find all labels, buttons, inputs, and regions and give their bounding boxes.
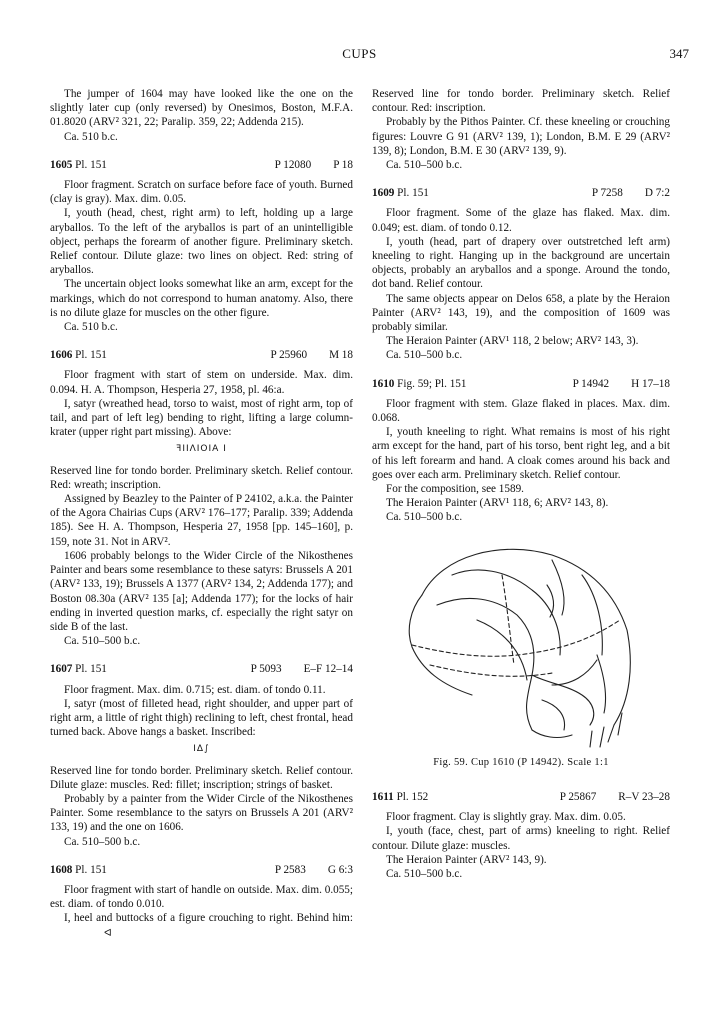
entry-number: 1607 xyxy=(50,663,73,676)
figure-outline xyxy=(582,575,606,713)
inventory-number: P 5093 xyxy=(250,663,282,676)
inventory-number: P 25960 xyxy=(270,349,308,362)
entry-text: Probably by a painter from the Wider Circle of the Nikosthenes Painter. Some resemblance to the satyrs on Brussels A 201 (ARV² 133, 19) and the one on 1606. xyxy=(50,792,353,834)
figure-outline xyxy=(477,620,527,680)
deposit-location: D 7:2 xyxy=(644,187,670,200)
intro-paragraph: The jumper of 1604 may have looked like the one on the slightly later cup (only reversed) by Onesimos, Boston, M.F.A. 01.8020 (ARV² 321, 22; Paralip. 359, 22; Addenda 215). xyxy=(50,88,353,129)
inscription: ΙΔ∫ xyxy=(193,744,210,755)
right-column xyxy=(372,87,670,881)
entry-text: Assigned by Beazley to the Painter of P 24102, a.k.a. the Painter of the Agora Chairias Cups (ARV² 176–177; Paralip. 339; Addenda 185). See H. A. Thompson, Hesperia 27, 1958 [pp. 145–160], p. 159, note 31. Not in ARV². xyxy=(50,493,353,548)
inventory-number: P 7258 xyxy=(591,187,623,200)
deposit-location: P 18 xyxy=(333,158,353,171)
figure-outline xyxy=(452,570,560,655)
entry-heading-1610 xyxy=(372,377,670,391)
entry-text: Reserved line for tondo border. Preliminary sketch. Relief contour. Red: wreath; inscription. xyxy=(50,464,353,491)
plate-ref: Pl. 151 xyxy=(75,663,107,676)
entry-number: 1608 xyxy=(50,863,73,876)
entry-text: Reserved line for tondo border. Preliminary sketch. Relief contour. Dilute glaze: muscles. Red: fillet; inscription; strings of basket. xyxy=(50,764,353,791)
entry-text: Floor fragment with start of handle on outside. Max. dim. 0.055; est. diam. of tondo 0.010. xyxy=(50,883,353,911)
entry-number: 1610 xyxy=(372,377,395,390)
deposit-location: M 18 xyxy=(329,349,353,362)
entry-number: 1606 xyxy=(50,349,73,362)
date: Ca. 510 b.c. xyxy=(64,130,118,143)
entry-text: Probably by the Pithos Painter. Cf. these kneeling or crouching figures: Louvre G 91 (ARV² 139, 1); London, B.M. E 29 (ARV² 139, 8); London, B.M. E 30 (ARV² 139, 9). xyxy=(372,116,670,157)
deposit-location: H 17–18 xyxy=(631,377,670,390)
entry-number: 1605 xyxy=(50,158,73,171)
page-number: 347 xyxy=(669,46,689,61)
left-column xyxy=(50,87,353,941)
entry-text: Floor fragment. Max. dim. 0.715; est. diam. of tondo 0.11. xyxy=(64,683,326,696)
entry-text: The uncertain object looks somewhat like an arm, except for the markings, which do not correspond to human anatomy. Also, there is no dilute glaze for muscles on the other figure. xyxy=(50,278,353,319)
fragment-outline xyxy=(409,595,472,695)
entry-text: Reserved line for tondo border. Preliminary sketch. Relief contour. Red: inscription. xyxy=(372,88,670,115)
plate-ref: Pl. 151 xyxy=(75,863,107,876)
date: Ca. 510–500 b.c. xyxy=(64,635,141,648)
entry-heading-1609 xyxy=(372,186,670,200)
figure-caption: Fig. 59. Cup 1610 (P 14942). Scale 1:1 xyxy=(433,756,609,768)
entry-text: Floor fragment. Some of the glaze has flaked. Max. dim. 0.049; est. diam. of tondo 0.12. xyxy=(372,207,670,234)
date: Ca. 510–500 b.c. xyxy=(386,867,463,880)
entry-text: I, youth kneeling to right. What remains is most of his right arm except for the hand, part of his torso, bent right leg, and a bit of his left forearm and hand. A cloak comes around his back and goes over each arm. Preliminary sketch. Relief contour. xyxy=(372,426,670,481)
entry-heading-1606 xyxy=(50,348,353,362)
entry-text: I, satyr (most of filleted head, right shoulder, and upper part of right arm, a little of right thigh) reclining to left, chest frontal, head turned back. Above hangs a basket. Inscribed: xyxy=(50,697,353,739)
inscription: ꟻIIΛIOIA I xyxy=(176,444,227,455)
entry-heading-1608 xyxy=(50,863,353,877)
plate-ref: Pl. 152 xyxy=(396,790,429,803)
date: Ca. 510–500 b.c. xyxy=(64,835,141,848)
date: Ca. 510–500 b.c. xyxy=(386,159,463,172)
entry-text: I, youth (head, chest, right arm) to left, holding up a large aryballos. To the left of the aryballos is part of an unintelligible object, perhaps the forearm of another figure. Preliminary sketch. Relief contour. Dilute glaze: two lines on object. Red: string of aryballos. xyxy=(50,207,353,277)
figure-outline xyxy=(437,598,534,730)
inventory-number: P 25867 xyxy=(559,790,597,803)
plate-ref: Pl. 151 xyxy=(397,187,429,200)
inventory-number: P 2583 xyxy=(274,863,306,876)
entry-text: I, youth (head, part of drapery over outstretched left arm) kneeling to right. Hanging up in the background are uncertain objects, probably an aryballos and a sponge. Around the tondo, dot band. Relief contour. xyxy=(372,235,670,291)
entry-text: The Heraion Painter (ARV² 143, 9). xyxy=(386,853,547,866)
entry-text xyxy=(50,911,353,940)
entry-heading-1611 xyxy=(372,790,670,804)
fragment-outline xyxy=(422,549,630,725)
entry-text: I, youth (face, chest, part of arms) kneeling to right. Relief contour. Dilute glaze: muscles. xyxy=(372,825,670,852)
deposit-location: E–F 12–14 xyxy=(303,663,353,676)
sketch-line xyxy=(502,575,514,665)
entry-text: I, satyr (wreathed head, torso to waist, most of right arm, top of tail, and part of left leg) bending to right, lifting a large column-krater (upper right part missing). Above: xyxy=(50,397,353,439)
deposit-location: G 6:3 xyxy=(327,863,353,876)
entry-text: The Heraion Painter (ARV¹ 118, 2 below; ARV² 143, 3). xyxy=(386,335,639,348)
plate-ref: Fig. 59; Pl. 151 xyxy=(397,377,467,390)
figure-59-drawing xyxy=(382,535,652,750)
figure-outline xyxy=(532,730,572,737)
entry-text: Floor fragment. Clay is slightly gray. Max. dim. 0.05. xyxy=(386,811,626,824)
entry-text-run: I, heel and buttocks of a figure crouching to right. Behind him: xyxy=(64,912,353,925)
entry-text: The same objects appear on Delos 658, a plate by the Heraion Painter (ARV² 143, 19), and the composition of 1609 was probably similar. xyxy=(372,292,670,334)
deposit-location: R–V 23–28 xyxy=(618,790,670,803)
figure-outline xyxy=(590,713,622,747)
entry-heading-1605 xyxy=(50,158,353,172)
running-header-title: CUPS xyxy=(342,46,377,61)
entry-text: For the composition, see 1589. xyxy=(386,483,524,496)
figure-outline xyxy=(542,660,597,730)
entry-text: Floor fragment with start of stem on underside. Max. dim. 0.094. H. A. Thompson, Hesperia 27, 1958, pl. 46:a. xyxy=(50,369,353,396)
entry-number: 1611 xyxy=(372,790,394,803)
entry-text: 1606 probably belongs to the Wider Circle of the Nikosthenes Painter and bears some resemblance to these satyrs: Brussels A 201 (ARV² 133, 19); Brussels A 1377 (ARV² 134, 2; Addenda 177); and Boston 08.30a (ARV² 135 [a]; Addenda 177); for the locks of hair ending in inverted question marks, cf. especially the right satyr on side B of the last. xyxy=(50,549,353,633)
entry-heading-1607 xyxy=(50,662,353,676)
date: Ca. 510–500 b.c. xyxy=(386,349,463,362)
entry-number: 1609 xyxy=(372,187,395,200)
entry-text: The Heraion Painter (ARV¹ 118, 6; ARV² 143, 8). xyxy=(386,497,609,510)
plate-ref: Pl. 151 xyxy=(75,349,107,362)
entry-text: Floor fragment with stem. Glaze flaked in places. Max. dim. 0.068. xyxy=(372,397,670,425)
date: Ca. 510 b.c. xyxy=(64,321,118,334)
entry-text: Floor fragment. Scratch on surface before face of youth. Burned (clay is gray). Max. dim. 0.05. xyxy=(50,179,353,206)
plate-ref: Pl. 151 xyxy=(75,158,107,171)
inventory-number: P 14942 xyxy=(572,377,610,390)
date: Ca. 510–500 b.c. xyxy=(386,511,463,524)
inventory-number: P 12080 xyxy=(274,158,312,171)
inscription: ᐊ xyxy=(104,927,112,939)
